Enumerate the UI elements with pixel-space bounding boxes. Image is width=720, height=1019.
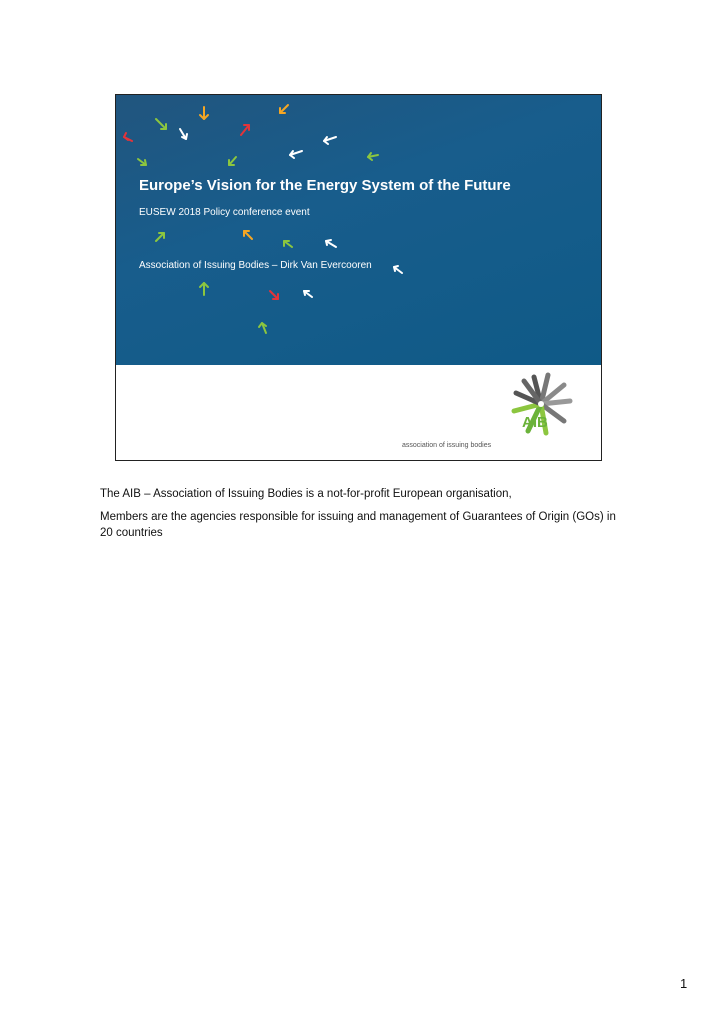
arrow-icon	[244, 231, 252, 239]
speaker-notes	[100, 486, 620, 548]
slide-title: Europe’s Vision for the Energy System of the Future	[139, 177, 511, 194]
slide-subtitle: EUSEW 2018 Policy conference event	[139, 207, 310, 218]
slide-title-panel	[116, 95, 601, 365]
page-number: 1	[680, 976, 688, 991]
slide-author-line: Association of Issuing Bodies – Dirk Van Evercooren	[139, 260, 372, 271]
logo-name: AIB	[522, 414, 548, 431]
arrow-icon	[241, 125, 249, 135]
slide-thumbnail	[115, 94, 602, 461]
arrow-icon	[156, 119, 166, 129]
arrow-icon	[229, 157, 236, 165]
arrow-icon	[156, 233, 164, 241]
notes-paragraph: The AIB – Association of Issuing Bodies is a not-for-profit European organisation,	[100, 488, 512, 500]
arrow-icon	[280, 105, 288, 113]
notes-paragraph: Members are the agencies responsible for issuing and management of Guarantees of Origin (GOs) in 20 countries	[100, 511, 616, 539]
logo-tagline: association of issuing bodies	[402, 442, 492, 449]
decorative-arrows	[116, 95, 601, 365]
arrow-icon	[270, 291, 278, 299]
